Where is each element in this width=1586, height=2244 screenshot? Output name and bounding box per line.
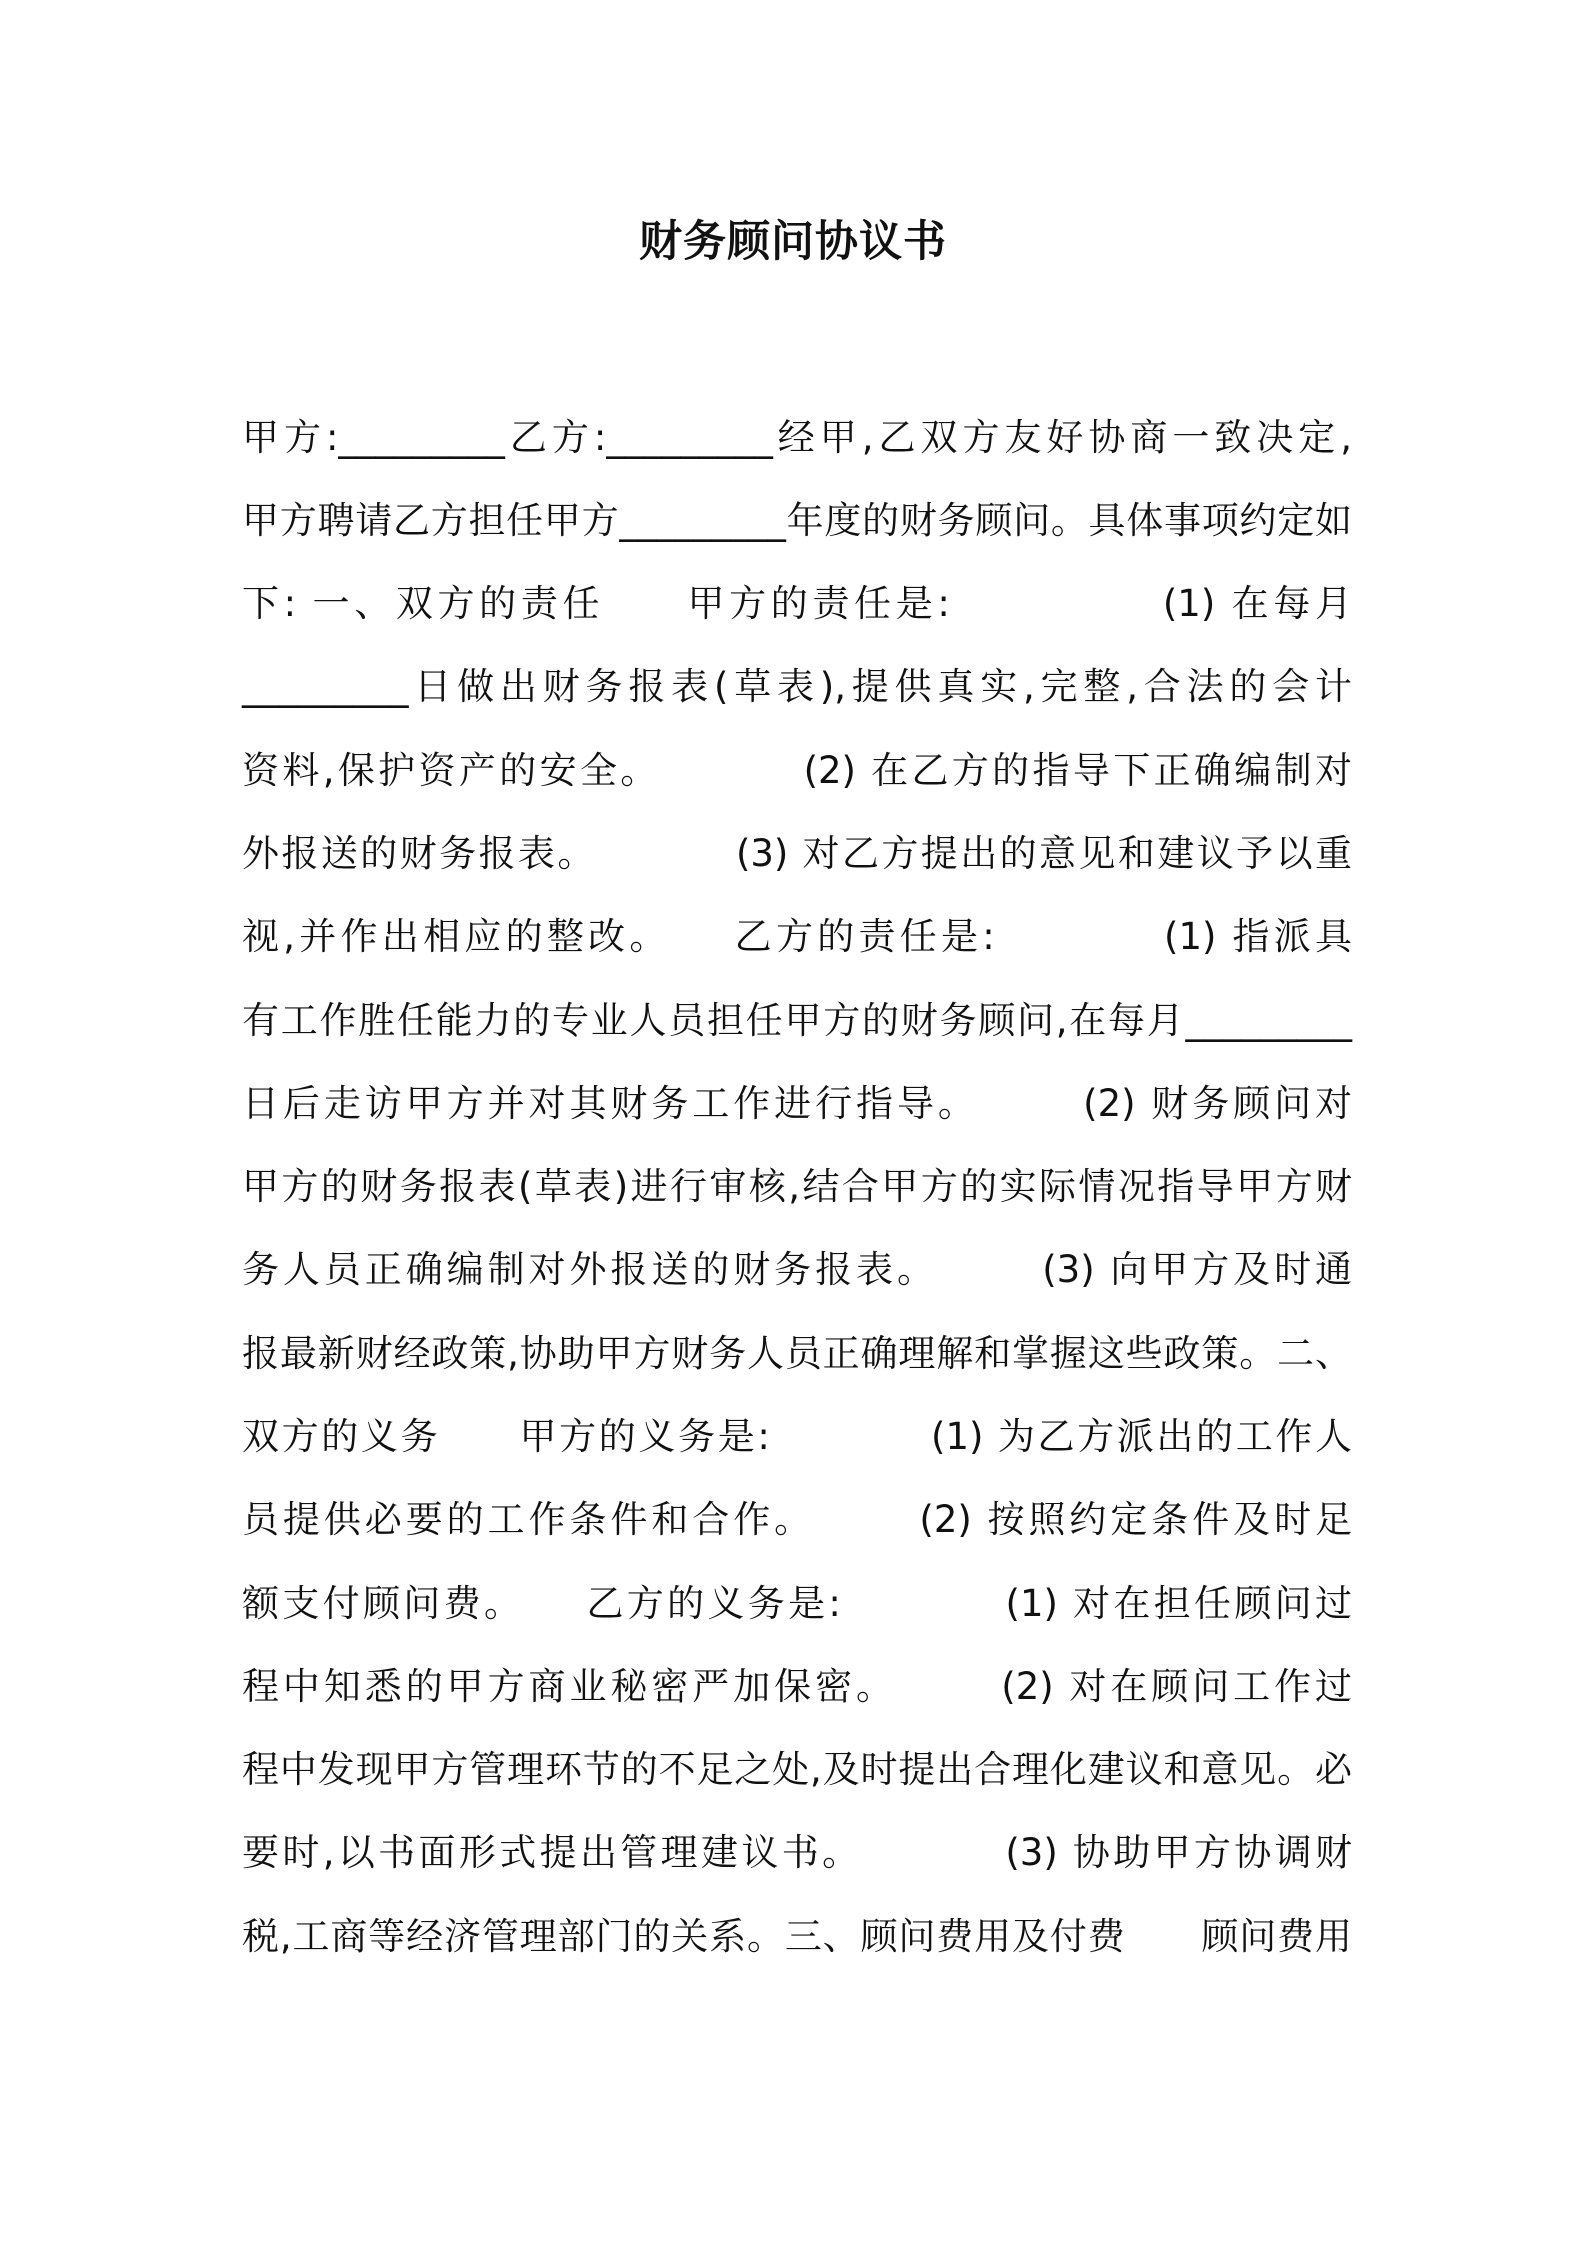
- body-line-19: 税,工商等经济管理部门的关系。三、顾问费用及付费 顾问费用: [242, 1915, 1352, 1958]
- body-line-16: 程中知悉的甲方商业秘密严加保密。 (2) 对在顾问工作过: [242, 1665, 1352, 1708]
- body-line-4: _________日做出财务报表(草表),提供真实,完整,合法的会计: [242, 665, 1352, 708]
- body-line-2: 甲方聘请乙方担任甲方_________年度的财务顾问。具体事项约定如: [242, 499, 1352, 542]
- body-line-18: 要时,以书面形式提出管理建议书。 (3) 协助甲方协调财: [242, 1831, 1352, 1874]
- body-line-7: 视,并作出相应的整改。 乙方的责任是: (1) 指派具: [242, 915, 1352, 958]
- body-line-8: 有工作胜任能力的专业人员担任甲方的财务顾问,在每月_________: [242, 999, 1352, 1042]
- body-line-6: 外报送的财务报表。 (3) 对乙方提出的意见和建议予以重: [242, 832, 1352, 875]
- body-line-11: 务人员正确编制对外报送的财务报表。 (3) 向甲方及时通: [242, 1248, 1352, 1291]
- body-line-1: 甲方:_________乙方:_________经甲,乙双方友好协商一致决定,: [242, 416, 1352, 459]
- body-line-17: 程中发现甲方管理环节的不足之处,及时提出合理化建议和意见。必: [242, 1748, 1352, 1791]
- body-line-15: 额支付顾问费。 乙方的义务是: (1) 对在担任顾问过: [242, 1582, 1352, 1625]
- body-line-10: 甲方的财务报表(草表)进行审核,结合甲方的实际情况指导甲方财: [242, 1165, 1352, 1208]
- body-line-13: 双方的义务 甲方的义务是: (1) 为乙方派出的工作人: [242, 1415, 1352, 1458]
- body-line-5: 资料,保护资产的安全。 (2) 在乙方的指导下正确编制对: [242, 749, 1352, 792]
- body-line-14: 员提供必要的工作条件和合作。 (2) 按照约定条件及时足: [242, 1498, 1352, 1541]
- body-line-9: 日后走访甲方并对其财务工作进行指导。 (2) 财务顾问对: [242, 1082, 1352, 1125]
- body-line-12: 报最新财经政策,协助甲方财务人员正确理解和掌握这些政策。二、: [242, 1332, 1352, 1375]
- document-title: 财务顾问协议书: [639, 217, 947, 267]
- body-line-3: 下: 一、双方的责任 甲方的责任是: (1) 在每月: [242, 582, 1352, 625]
